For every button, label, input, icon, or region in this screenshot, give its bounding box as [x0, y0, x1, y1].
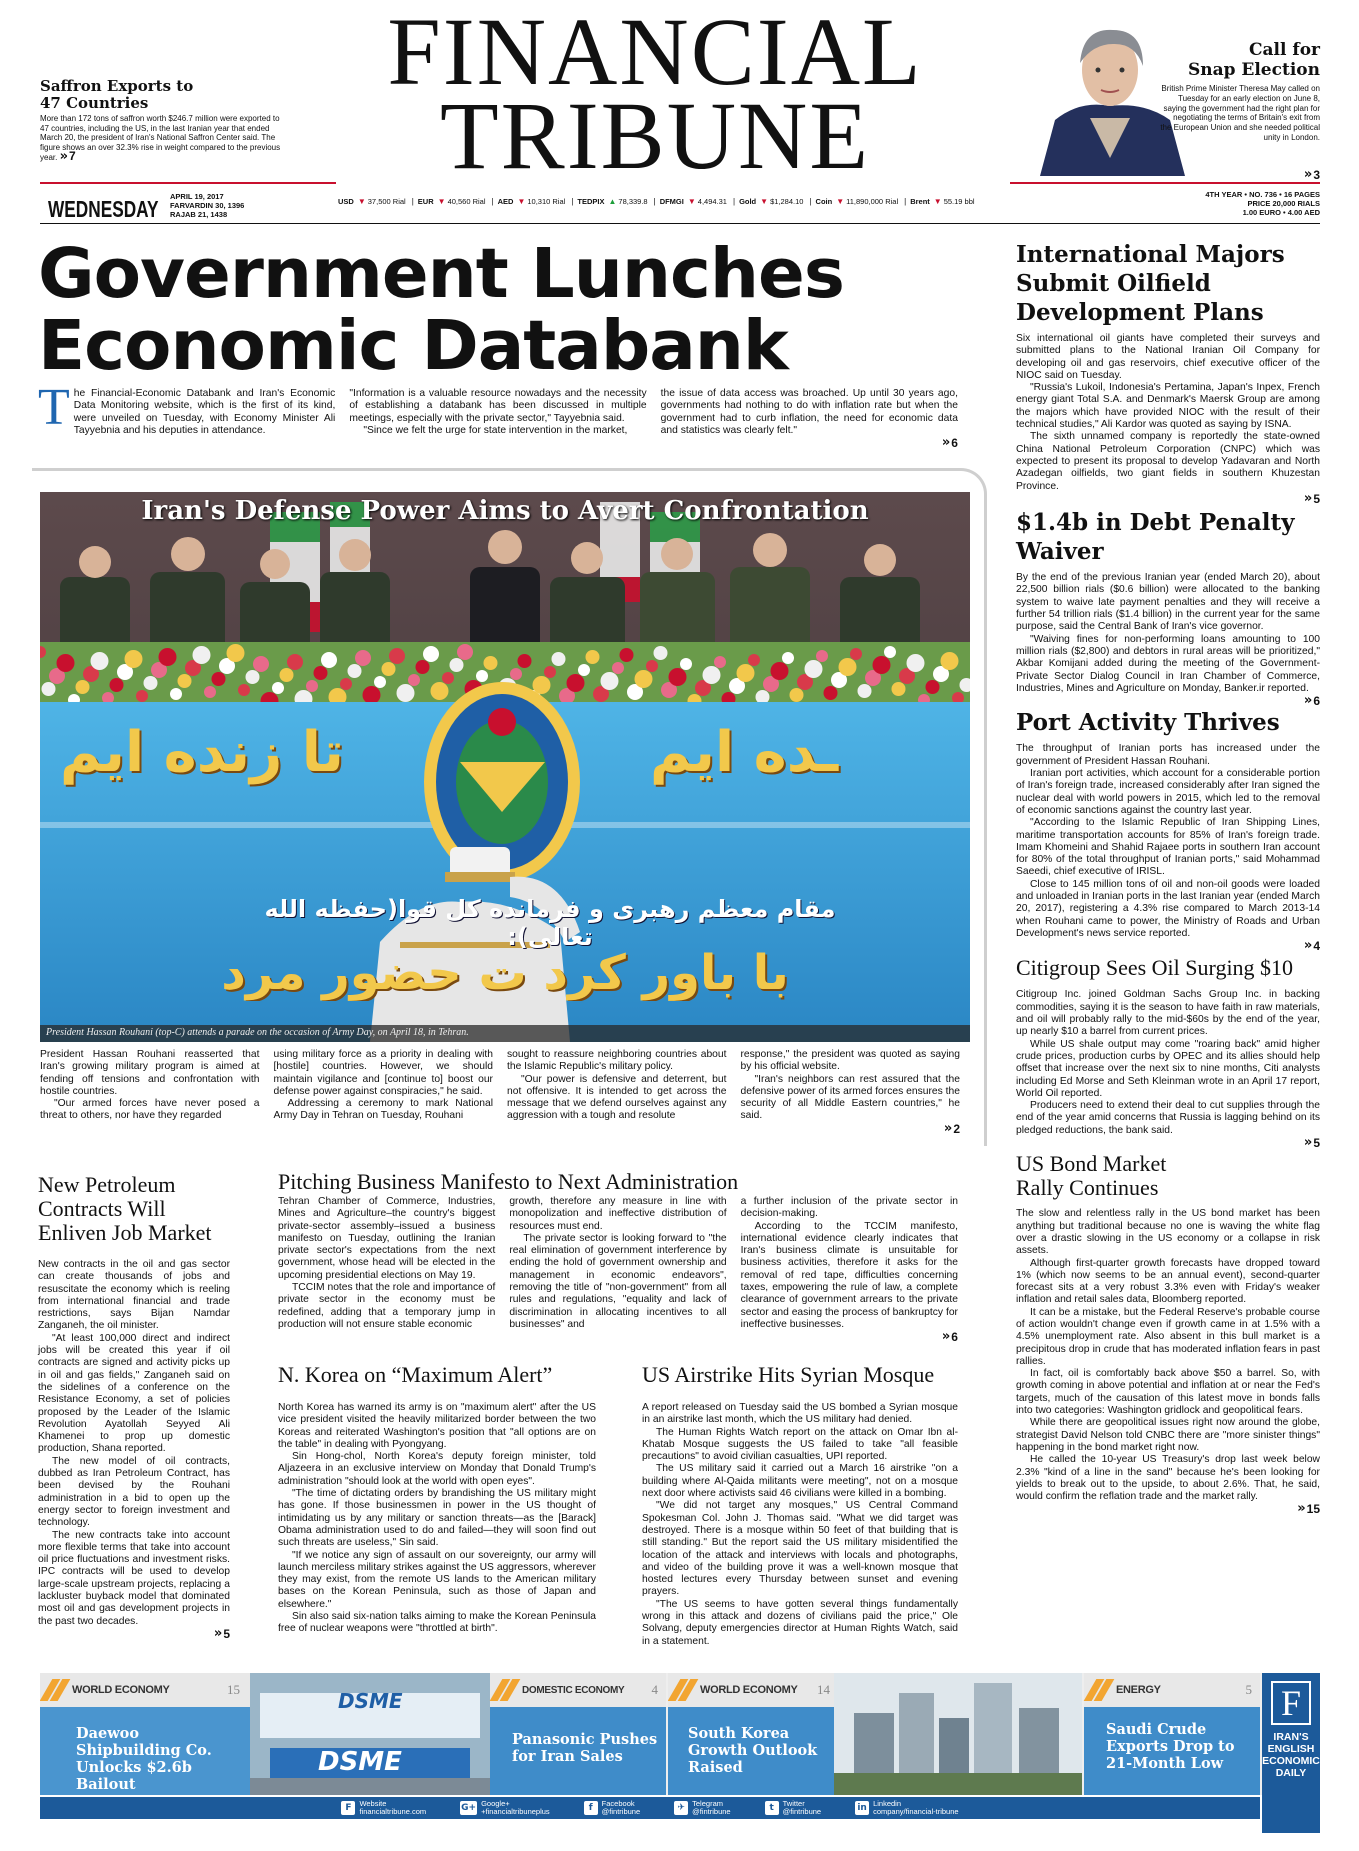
social-name: Website	[359, 1799, 387, 1808]
masthead-dates: APRIL 19, 2017 FARVARDIN 30, 1396 RAJAB 21, 1438	[170, 192, 245, 219]
chevron-icon	[40, 1673, 68, 1707]
social-handle: +financialtribuneplus	[481, 1807, 550, 1816]
tile-caption: South Korea Growth Outlook Raised	[688, 1725, 818, 1776]
tile-caption: Saudi Crude Exports Drop to 21-Month Low	[1106, 1721, 1235, 1772]
arrow-down-icon: ▼	[760, 197, 769, 206]
social-handle: @fintribune	[692, 1807, 731, 1816]
citi-body: Citigroup Inc. joined Goldman Sachs Group Inc. in backing commodities, saying it is the season to have faith in raw materials, and oil will probably rally to the mid-$60s by the end of the year, up nearly $10 a barrel from current prices. While US shale output may come "roaring back" amid higher crude prices, production curbs by OPEC and its allies should help offset that increase over the next six to nine months, Citi analysts including Ed Morse and Seth Kleinman wrote in an April 17 report, World Oil reported. Producers need to extend their deal to cut supplies through the end of the year amid concerns that Russia is lagging behind on its pledged reductions, the bank said. » 5	[1016, 989, 1320, 1151]
ticker-item	[577, 197, 647, 206]
tile-4[interactable]	[1084, 1673, 1260, 1795]
tile-caption: Panasonic Pushes for Iran Sales	[512, 1731, 658, 1765]
arrow-down-icon: ▼	[517, 197, 526, 206]
defense-body: President Hassan Rouhani reasserted that Iran's growing military program is aimed at fending off tensions and confrontation with hostile countries. "Our armed forces have never posed a threat to others, nor have they regarded using military force as a priority in dealing with [hostile] countries. However, we should maintain vigilance and [continue to] boost our defense power against conspiracies," he said. Addressing a ceremony to mark National Army Day in Tehran on Tuesday, Rouhani sought to reassure neighboring countries about the Islamic Republic's military policy. "Our power is defensive and deterrent, but not offensive. It is intended to get across the message that we defend ourselves against any aggression with a tough and resolute response," the president was quoted as saying by his official website. "Iran's neighbors can rest assured that the defensive power of its armed forces ensures the security of all Middle Eastern countries," he said. » 2	[40, 1049, 960, 1136]
defense-photo-title: Iran's Defense Power Aims to Avert Confrontation	[141, 496, 869, 526]
ticker-value: $1,284.10	[770, 197, 804, 206]
syria-story	[642, 1362, 958, 1648]
social-link-twitter[interactable]	[765, 1800, 821, 1816]
arrow-down-icon: ▼	[687, 197, 696, 206]
website-icon: F	[341, 1801, 355, 1815]
banner-text-mid: مقام معظم رهبری و فرمانده کل قوا(حفظه الله تعالی):	[264, 895, 836, 951]
lead-dropcap: T	[38, 379, 70, 436]
chevron-icon	[1084, 1673, 1112, 1707]
ticker-item	[660, 197, 727, 206]
ticker-label: DFMGI	[659, 197, 684, 206]
debt-headline: $1.4b in Debt Penalty Waiver	[1016, 509, 1295, 566]
defense-caption: President Hassan Rouhani (top-C) attends a parade on the occasion of Army Day, on April 18, in Tehran.	[46, 1027, 469, 1038]
ticker-value: 10,310 Rial	[527, 197, 566, 206]
tile-category: WORLD ECONOMY	[72, 1684, 170, 1696]
masthead-bottom-rule	[40, 223, 1320, 224]
ticker-value: 11,890,000 Rial	[846, 197, 899, 206]
lead-headline	[38, 234, 998, 386]
brand-box	[1262, 1673, 1320, 1833]
ticker-value: 55.19 bbl	[943, 197, 975, 206]
social-name: Linkedin	[873, 1799, 902, 1808]
social-name: Facebook	[601, 1799, 635, 1808]
port-body: The throughput of Iranian ports has increased under the government of President Hassan Rouhani. Iranian port activities, which account for a considerable portion of Iran's foreign trade, increased considerably after Iran signed the nuclear deal with world powers in 2015, which led to the removal of economic sanctions against the country last year. "According to the Islamic Republic of Iran Shipping Lines, maritime transportation accounts for 85% of Iran's foreign trade. Imam Khomeini and Shahid Rajaee ports in southern Iran account for 80% of the total throughput of Iranian ports," said Mohammad Saeedi, chief executive of IRISL. Close to 145 million tons of oil and non-oil goods were loaded and unloaded in Iranian ports in the last Iranian year (ended March 20, 2017), registering a 4.3% rise compared to March 2013-14 when Rouhani came to power, the Ministry of Roads and Urban Development's news service reported. » 4	[1016, 743, 1320, 954]
tile-category: DOMESTIC ECONOMY	[522, 1684, 625, 1696]
social-link-website[interactable]	[341, 1800, 426, 1816]
tile-page: 4	[651, 1682, 658, 1697]
ticker-separator: |	[809, 197, 812, 206]
ticker-label: Gold	[739, 197, 757, 206]
ticker-label: EUR	[417, 197, 434, 206]
right-column	[1016, 240, 1320, 1517]
social-handle: financialtribune.com	[359, 1807, 427, 1816]
bond-body: The slow and relentless rally in the US bond market has been anything but traditional because no one is waving the white flag over a drastic slowing in the US economy or a collapse in risk assets. Although first-quarter growth forecasts have dropped toward 1% (which now seems to be an annual event), second-quarter forecast sits at a very robust 3.3% even with Friday's weaker inflation and retail sales data, Bloomberg reported. It can be a mistake, but the Federal Reserve's probable course of action wouldn't change even if growth came in at 1.5% with a 4.5% unemployment rate. Also absent in this bull market is a precipitous drop in crude that has moderated inflation fears in past rallies. In fact, oil is comfortably back above $50 a barrel. So, with growth coming in above potential and inflation at or near the Fed's targets, much of the causation of this latest move in bonds falls into two categories: Washington gridlock and geopolitical fears. While there are geopolitical issues right now around the globe, strategist David Nelson told CNBC there are "more sinister things" happening in the bond market right now. He called the 10-year US Treasury's drop last week below 2.3% "kind of a line in the sand" because he's been looking for yields to break out to the upside, to about 2.6%. That, he said, would confirm the reflation trade and the market rally. » 15	[1016, 1208, 1320, 1517]
arrow-down-icon: ▼	[836, 197, 845, 206]
telegram-icon: ✈	[674, 1801, 688, 1815]
ticker-separator: |	[732, 197, 736, 206]
ticker-separator: |	[904, 197, 907, 206]
lead-headline-1: Government Lunches	[38, 234, 844, 314]
petroleum-story	[38, 1173, 230, 1641]
banner-text-bottom: با باور کرد ت حضور مرد	[221, 945, 789, 1001]
google-icon: G+	[461, 1803, 477, 1813]
chevron-icon	[668, 1673, 696, 1707]
petroleum-body: New contracts in the oil and gas sector can create thousands of jobs and resuscitate the economy which is reeling from international financial and trade restrictions, says Bijan Namdar Zanganeh, the oil minister. "At least 100,000 direct and indirect jobs will be created this year if oil contracts are signed and activity picks up in oil and gas fields," Zanganeh said on the sidelines of a conference on the Resistance Economy, a set of policies proposed by the Leader of the Islamic Revolution Ayatollah Seyyed Ali Khamenei to prop up domestic production, Shana reported. The new model of oil contracts, dubbed as Iran Petroleum Contract, has been devised by the Rouhani administration in a bid to open up the energy sector to foreign investment and technology. The new contracts take into account more flexible terms that take into account oil price fluctuations and investment risks. IPC contracts will be used to develop large-scale upstream projects, replacing a lackluster buyback model that dominated most oil and gas development projects in the past two decades. » 5	[38, 1259, 230, 1641]
ticker-label: Coin	[815, 197, 833, 206]
skyline-photo	[834, 1673, 1082, 1795]
social-link-linkedin[interactable]	[855, 1800, 958, 1816]
ticker-value: 37,500 Rial	[367, 197, 406, 206]
ticker-separator: |	[411, 197, 414, 206]
tile-3[interactable]	[668, 1673, 1082, 1795]
oilfield-body: Six international oil giants have completed their surveys and submitted plans to the National Iranian Oil Company for developing oil and gas reservoirs, chief executive officer of the NIOC said on Tuesday. "Russia's Lukoil, Indonesia's Pertamina, Japan's Inpex, French energy giant Total S.A. and Denmark's Maersk Group are among the majors which have provided NIOC with the result of their technical studies," Ali Kardor was quoted as saying by ISNA. The sixth unnamed company is reportedly the state-owned China National Petroleum Corporation (CNPC) which was expected to present its proposal to develop Yadavaran and North Azadegan oilfields, two giant fields in southern Khuzestan Province. » 5	[1016, 333, 1320, 506]
port-headline: Port Activity Thrives	[1016, 709, 1280, 737]
debt-body: By the end of the previous Iranian year (ended March 20), about 22,500 billion rials ($0.6 billion) were allocated to the banking system to waive late payment penalties and they will receive a further 54 trillion rials ($1.4 billion) in the current year for the same purpose, said the Central Bank of Iran's vice governor. "Waiving fines for non-performing loans amounting to 100 million rials ($2,800) and debtors in rural areas will be prioritized," Akbar Komijani added during the meeting of the Government-Private Sector Dialog Council in Iran Chamber of Commerce, Industries, Mines and Agriculture on Monday, Banker.ir reported. » 6	[1016, 572, 1320, 709]
arrow-up-icon: ▲	[608, 197, 617, 206]
petroleum-headline: New Petroleum Contracts Will Enliven Job Market	[38, 1172, 212, 1245]
chevron-icon	[490, 1673, 518, 1707]
ticker-item	[418, 197, 486, 206]
masthead-logo	[345, 0, 965, 189]
ticker-item	[739, 197, 803, 206]
tile-category: ENERGY	[1116, 1684, 1161, 1696]
social-link-google[interactable]	[460, 1800, 550, 1816]
social-footer	[40, 1797, 1260, 1819]
snap-teaser	[1165, 40, 1320, 80]
ticker-value: 78,339.8	[618, 197, 648, 206]
banner-text-left: تا زنده ایم	[60, 720, 344, 785]
syria-body: A report released on Tuesday said the US bombed a Syrian mosque in an airstrike last month, which the US military had denied. The Human Rights Watch report on the attack on Omar Ibn al-Khatab Mosque suggests the US failed to take "all feasible precautions" to avoid civilian casualties, UPI reported. The US military said it carried out a March 16 airstrike "on a building where Al-Qaida militants were meeting", not on a mosque next door where activists said 46 civilians were killed in a bombing. "We did not target any mosques," US Central Command Spokesman Col. John J. Thomas said. "What we did target was destroyed. There is a mosque within 50 feet of that building that is still standing." But the report said the US military misidentified the location of the attack and interviews with locals and photographs, and video of the building prove it was a well-known mosque that hosted lectures every Thursday between sunset and evening prayers. "The US seems to have gotten several things fundamentally wrong in this attack and dozens of civilians paid the price," Ole Solvang, deputy emergencies director at Human Rights Watch, said in a statement.	[642, 1402, 958, 1647]
ticker-value: 4,494.31	[697, 197, 727, 206]
citi-headline: Citigroup Sees Oil Surging $10	[1016, 955, 1294, 981]
social-handle: @fintribune	[782, 1807, 822, 1816]
ticker-label: AED	[497, 197, 514, 206]
market-ticker	[338, 197, 988, 206]
ticker-item	[816, 197, 899, 206]
bond-headline: US Bond Market Rally Continues	[1016, 1151, 1167, 1201]
tile-page: 5	[1245, 1682, 1252, 1697]
linkedin-icon: in	[855, 1801, 869, 1815]
tile-2[interactable]	[490, 1673, 666, 1795]
dsme-sign: DSME	[338, 1689, 403, 1713]
social-handle: @fintribune	[601, 1807, 641, 1816]
brand-logo-letter: F	[1271, 1681, 1311, 1725]
social-name: Telegram	[692, 1799, 723, 1808]
ticker-value: 40,560 Rial	[447, 197, 486, 206]
masthead-rule-right	[1010, 182, 1320, 184]
snap-headline-2: Snap Election	[1187, 60, 1320, 80]
social-name: Twitter	[782, 1799, 805, 1808]
logo-line-financial: FINANCIAL	[387, 0, 923, 105]
brand-text: IRAN'S ENGLISH ECONOMIC DAILY	[1262, 1731, 1320, 1779]
korea-headline: N. Korea on “Maximum Alert”	[278, 1362, 553, 1387]
social-link-facebook[interactable]	[584, 1800, 640, 1816]
ticker-separator: |	[653, 197, 656, 206]
oilfield-headline: International Majors Submit Oilfield Development Plans	[1016, 241, 1285, 326]
manifesto-story: Pitching Business Manifesto to Next Administration Tehran Chamber of Commerce, Industries, Mines and Agriculture–the country's biggest private-sector assembly–issued a business manifesto on Tuesday, outlining the Iranian private sector's expectations from the next government, whose head will be elected in the upcoming presidential elections on May 19. TCCIM notes that the role and importance of private sector in the economy must be redefined, adding that a temporary jump in production will not ensure stable economic growth, therefore any measure in line with monopolization and ineffective distribution of resources must end. The private sector is looking forward to "the real elimination of government interference by ending the hold of government ownership and management in economic endeavors", removing the title of "non-government" from all rules and regulations, "equality and lack of discrimination in allocating incentives to all businesses" and a further inclusion of the private sector in decision-making. According to the TCCIM manifesto, international evidence clearly indicates that Iran's business climate is unsuitable for business activities, therefore it asks for the removal of red tape, difficulties concerning taxes, empowering the rule of law, a complete clearance of government arrears to the private sector and easing the process of bankruptcy for ineffective businesses. » 6	[278, 1169, 958, 1345]
ticker-separator: |	[491, 197, 494, 206]
issue-info: 4TH YEAR • NO. 736 • 16 PAGES PRICE 20,000 RIALS 1.00 EURO • 4.00 AED	[1205, 190, 1320, 217]
korea-body: North Korea has warned its army is on "maximum alert" after the US vice president visited the heavily militarized border between the two Koreas and reiterated Washington's position that "all options are on the table" in dealing with Pyongyang. Sin Hong-chol, North Korea's deputy foreign minister, told Aljazeera in an exclusive interview on Monday that Donald Trump's administration "should look at the world with open eyes". "The time of dictating orders by brandishing the US military might has gone. If those businessmen in power in the US thought of intimidating us by any military or sanction threats—as the [Barack] Obama administration used to do and failed—they will soon find out such threats are useless," Sin said. "If we notice any sign of assault on our sovereignty, our army will launch merciless military strikes against the US aggressors, wherever they may exist, from the remote US lands to the American military bases on the Korean Peninsula, such as those of Japan and elsewhere." Sin also said six-nation talks aiming to make the Korean Peninsula free of nuclear weapons were "throttled at birth".	[278, 1402, 596, 1635]
syria-headline: US Airstrike Hits Syrian Mosque	[642, 1362, 935, 1387]
tile-caption: Daewoo Shipbuilding Co. Unlocks $2.6b Bailout	[76, 1725, 212, 1793]
snap-text: British Prime Minister Theresa May called on Tuesday for an early election on June 8, saying the government had the right plan for negotiating the terms of Britain's exit from the European Union and she needed political unity in London.	[1160, 84, 1320, 142]
tile-page: 15	[227, 1682, 240, 1697]
ticker-label: TEDPIX	[577, 197, 605, 206]
facebook-icon: f	[584, 1801, 598, 1815]
banner-text-right: ـده ایم	[650, 720, 839, 785]
korea-story	[278, 1362, 596, 1636]
snap-ref: » 3	[1303, 167, 1320, 182]
social-link-telegram[interactable]	[674, 1800, 730, 1816]
lead-headline-2: Economic Databank	[38, 306, 788, 386]
twitter-icon: t	[765, 1801, 779, 1815]
saffron-teaser	[40, 78, 290, 163]
arrow-down-icon: ▼	[933, 197, 942, 206]
tile-1[interactable]	[40, 1673, 490, 1795]
snap-headline-1: Call for	[1249, 40, 1320, 60]
ticker-item	[498, 197, 566, 206]
dsme-sign-large: DSME	[318, 1747, 402, 1777]
social-handle: company/financial-tribune	[873, 1807, 959, 1816]
social-name: Google+	[481, 1799, 510, 1808]
manifesto-headline: Pitching Business Manifesto to Next Administration	[278, 1169, 739, 1194]
masthead-rule-left	[40, 182, 336, 184]
ticker-separator: |	[571, 197, 574, 206]
arrow-down-icon: ▼	[437, 197, 446, 206]
ticker-label: USD	[338, 197, 354, 206]
ticker-label: Brent	[910, 197, 930, 206]
tile-page: 14	[817, 1682, 830, 1697]
lead-body: T he Financial-Economic Databank and Iran's Economic Data Monitoring website, which is the first of its kind, were unveiled on Tuesday, with Economy Minister Ali Tayyebnia and his deputies in attendance. "Information is a valuable resource nowadays and the necessity of establishing a databank has been discussed in multiple meetings, especially with the private sector," Tayyebnia said. "Since we felt the urge for state intervention in the market, the issue of data access was broached. Up until 30 years ago, governments had nothing to do with inflation rate but when the government had to curb inflation, the need for economic data and statistics was clearly felt." » 6	[38, 379, 958, 451]
saffron-text: More than 172 tons of saffron worth $246.7 million were exported to 47 countries, including the US, in the last Iranian year that ended March 20, the president of Iran's National Saffron Center said. The figure shows an over 32.3% rise in weight compared to the previous year. » 7	[40, 114, 281, 165]
arrow-down-icon: ▼	[357, 197, 366, 206]
saffron-headline: Saffron Exports to 47 Countries	[40, 77, 194, 112]
tile-category: WORLD ECONOMY	[700, 1684, 798, 1696]
ticker-item	[910, 197, 974, 206]
logo-line-tribune: TRIBUNE	[440, 82, 870, 189]
ticker-item	[338, 197, 406, 206]
masthead-day: WEDNESDAY	[48, 196, 159, 222]
